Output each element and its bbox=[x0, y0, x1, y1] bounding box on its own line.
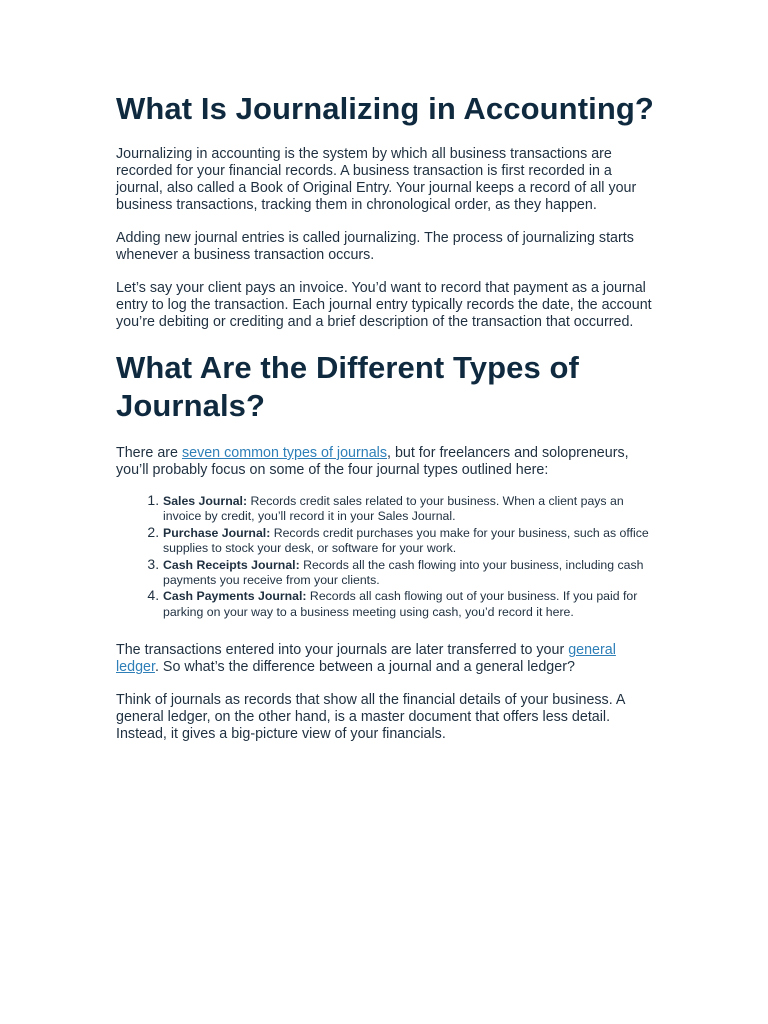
journal-type-name: Purchase Journal: bbox=[163, 525, 271, 540]
journal-type-description: Records all the cash flowing into your business, including cash payments you receive from your clients. bbox=[163, 557, 644, 588]
journal-type-name: Cash Payments Journal: bbox=[163, 589, 307, 604]
heading-what-is-journalizing: What Is Journalizing in Accounting? bbox=[116, 91, 654, 126]
paragraph-client-example: Let’s say your client pays an invoice. You’d want to record that payment as a journal entry to log the transaction. Each journal entry typically records the date, the account you’re debiting or crediting and a brief description of the transaction that occurred. bbox=[116, 280, 652, 330]
seven-types-link[interactable]: seven common types of journals bbox=[181, 445, 387, 461]
paragraph-adding-entries: Adding new journal entries is called journalizing. The process of journalizing starts whenever a business transaction occurs. bbox=[116, 230, 634, 263]
journal-type-description: Records all cash flowing out of your business. If you paid for parking on your way to a business meeting using cash, you’d record it here. bbox=[163, 589, 638, 619]
paragraph-general-ledger bbox=[116, 642, 656, 676]
paragraph-journals-vs-ledger: Think of journals as records that show all the financial details of your business. A general ledger, on the other hand, is a master document that offers less detail. Instead, it gives a big-picture view of your financials. bbox=[116, 692, 625, 743]
list-item-sales-journal bbox=[163, 493, 656, 525]
journal-type-name: Sales Journal: bbox=[163, 494, 248, 508]
journal-type-description: Records credit sales related to your business. When a client pays an invoice by credit, you’ll record it in your Sales Journal. bbox=[163, 494, 624, 524]
heading-types-of-journals: What Are the Different Types of Journals? bbox=[116, 350, 579, 423]
document-page bbox=[116, 90, 656, 743]
general-ledger-link[interactable]: general ledger bbox=[116, 642, 616, 676]
paragraph-types-intro bbox=[116, 445, 656, 479]
list-item-purchase-journal bbox=[163, 525, 656, 557]
ledger-after: . So what’s the difference between a journal and a general ledger? bbox=[154, 659, 575, 676]
list-item-cash-payments-journal bbox=[163, 588, 656, 620]
journal-type-name: Cash Receipts Journal: bbox=[163, 557, 300, 572]
list-item-cash-receipts-journal bbox=[163, 557, 656, 589]
types-intro-before: There are bbox=[116, 445, 182, 461]
ledger-before: The transactions entered into your journals are later transferred to your bbox=[116, 642, 569, 659]
journal-types-list bbox=[116, 493, 656, 620]
paragraph-journalizing-definition: Journalizing in accounting is the system by which all business transactions are recorded for your financial records. A business transaction is first recorded in a journal, also called a Book of Original Entry. Your journal keeps a record of all your business transactions, tracking them in chronological order, as they happen. bbox=[116, 146, 637, 213]
types-intro-after: , but for freelancers and solopreneurs, you’ll probably focus on some of the four journal types outlined here: bbox=[116, 445, 629, 478]
journal-type-description: Records credit purchases you make for your business, such as office supplies to stock your desk, or software for your work. bbox=[163, 525, 649, 556]
